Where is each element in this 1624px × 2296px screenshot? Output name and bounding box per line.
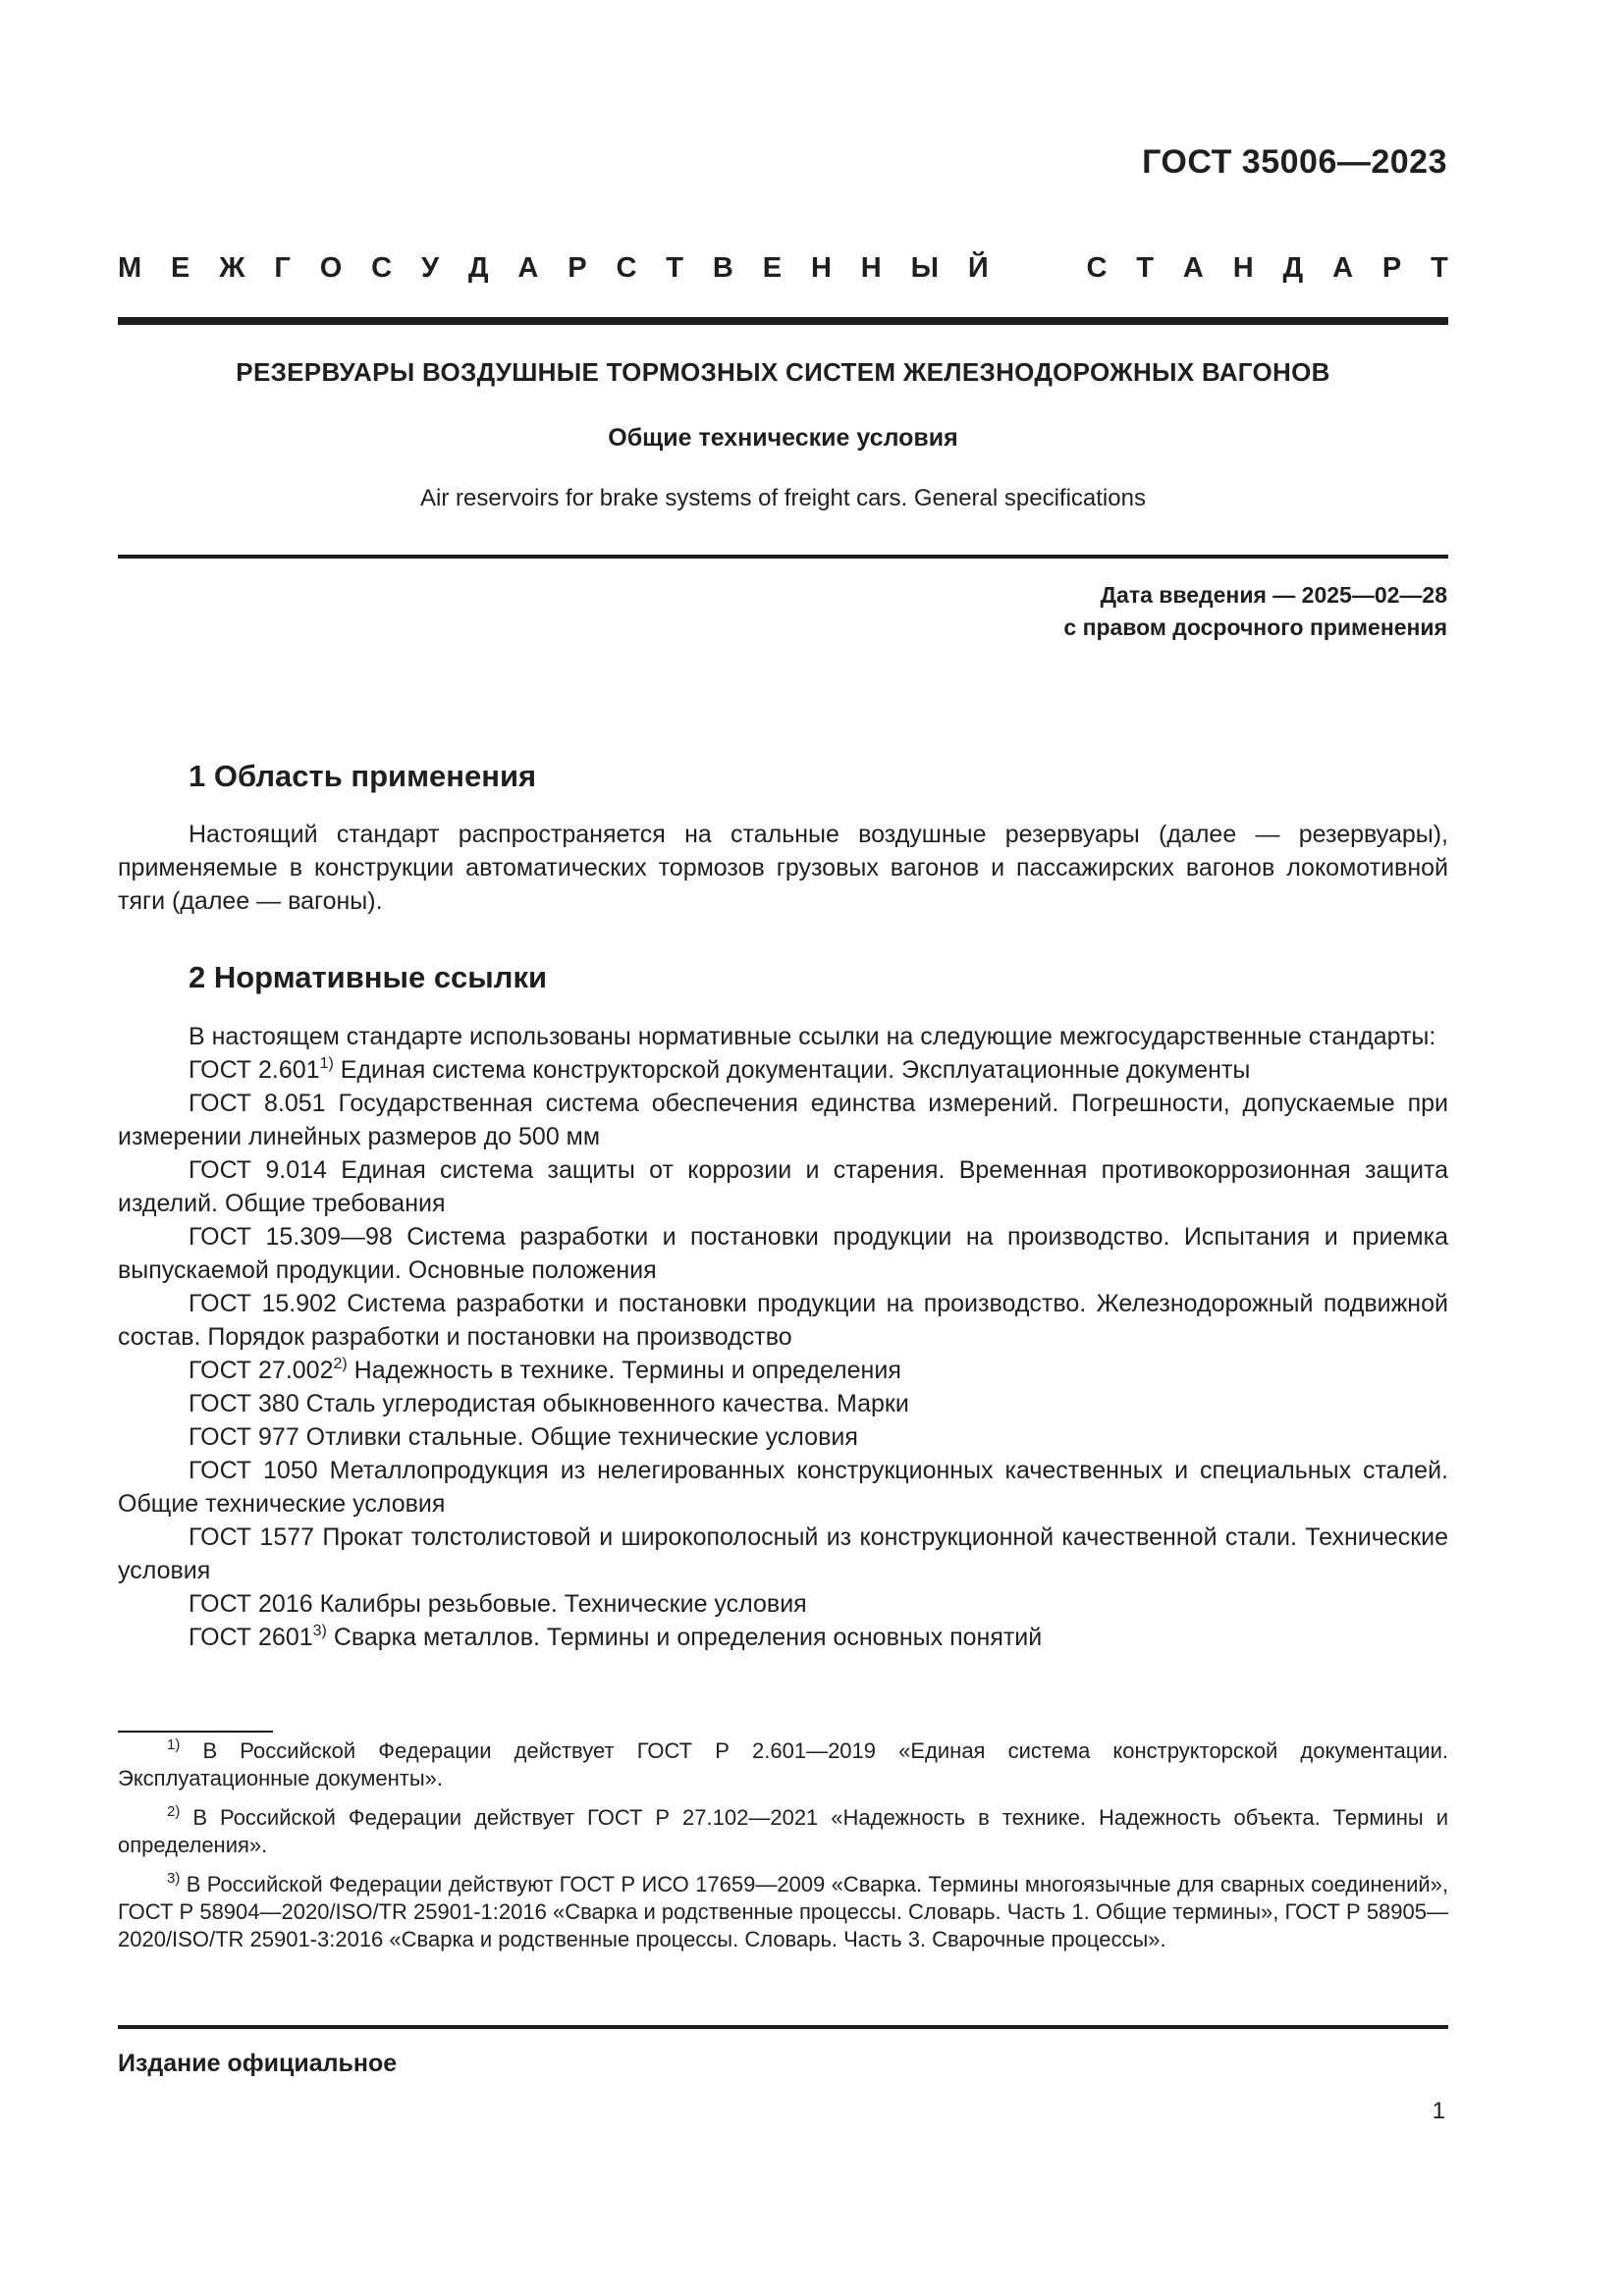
banner-letter: Т [1136,252,1155,284]
reference-item: ГОСТ 27.002$^{2)}$ Надежность в технике. Термины и определения [189,1356,901,1384]
reference-item: ГОСТ 977 Отливки стальные. Общие технические условия [189,1423,858,1451]
banner-letter: Ы [910,252,939,284]
banner-letter: Д [1282,252,1304,284]
footnote: $^{2)}$ В Российской Федерации действует ГОСТ Р 27.102—2021 «Надежность в технике. Надежность объекта. Термины и определения». [118,1803,1448,1857]
document-number: ГОСТ 35006—2023 [1142,143,1447,181]
document-title-english: Air reservoirs for brake systems of freight cars. General specifications [420,485,1146,511]
banner-letter: Г [274,252,291,284]
banner-word-gap [1018,252,1057,285]
banner-letter: О [319,252,343,284]
banner-letter: М [118,252,142,284]
reference-item: ГОСТ 9.014 Единая система защиты от коррозии и старения. Временная противокоррозионная защита изделий. Общие требования [118,1156,1448,1217]
banner-letter: Т [1431,252,1448,284]
banner-letter: А [517,252,539,284]
banner-letter: Р [568,252,587,284]
introduction-date: Дата введения — 2025—02—28 [1100,582,1447,608]
reference-item: ГОСТ 1577 Прокат толстолистовой и широкополосный из конструкционной качественной стали. Технические условия [118,1523,1449,1584]
document-title: РЕЗЕРВУАРЫ ВОЗДУШНЫЕ ТОРМОЗНЫХ СИСТЕМ ЖЕЛЕЗНОДОРОЖНЫХ ВАГОНОВ [236,357,1330,387]
section-heading-normative-references: 2 Нормативные ссылки [189,960,548,994]
banner-letter: Н [810,252,832,284]
official-edition-label: Издание официальное [118,2050,398,2077]
document-subtitle: Общие технические условия [608,424,958,452]
banner-letter: С [1086,252,1108,284]
banner-letter: Е [171,252,190,284]
reference-item: ГОСТ 2601$^{3)}$ Сварка металлов. Термины и определения основных понятий [189,1623,1043,1651]
reference-item: ГОСТ 15.309—98 Система разработки и постановки продукции на производство. Испытания и приемка выпускаемой продукции. Основные положения [118,1223,1448,1284]
banner-letter: Н [860,252,882,284]
reference-item: ГОСТ 8.051 Государственная система обеспечения единства измерений. Погрешности, допускаемые при измерении линейных размеров до 500 мм [118,1090,1448,1150]
banner-letter: Ж [219,252,245,284]
banner-letter: Р [1381,252,1402,284]
header-divider [118,317,1448,325]
title-divider [118,555,1448,559]
banner-letter: Т [666,252,684,284]
footnote: $^{1)}$ В Российской Федерации действует ГОСТ Р 2.601—2019 «Единая система конструкторской документации. Эксплуатационные документы». [118,1736,1448,1790]
early-application-note: с правом досрочного применения [1063,614,1447,640]
standard-type-banner [118,252,1448,285]
reference-item: ГОСТ 1050 Металлопродукция из нелегированных конструкционных качественных и специальных сталей. Общие технические условия [118,1457,1448,1518]
reference-item: ГОСТ 2016 Калибры резьбовые. Технические условия [189,1590,807,1618]
banner-letter: Й [967,252,989,284]
reference-item: ГОСТ 2.601$^{1)}$ Единая система конструкторской документации. Эксплуатационные документы [189,1055,1251,1084]
footnote-separator [118,1731,273,1733]
introduction-date-block [1063,579,1447,644]
banner-letter: С [371,252,393,284]
banner-letter: А [1182,252,1204,284]
references-intro: В настоящем стандарте использованы нормативные ссылки на следующие межгосударственные стандарты: [189,1023,1436,1050]
section-heading-scope: 1 Область применения [189,759,537,793]
scope-text: Настоящий стандарт распространяется на стальные воздушные резервуары (далее — резервуары), применяемые в конструкции автоматических тормозов грузовых вагонов и пассажирских вагонов локомотивной тяги (далее — вагоны). [118,821,1448,915]
banner-letter: В [712,252,733,284]
normative-references [118,1020,1448,1654]
banner-letter: Е [762,252,783,284]
footer-divider [118,2025,1448,2029]
banner-letter: А [1332,252,1354,284]
reference-item: ГОСТ 15.902 Система разработки и постановки продукции на производство. Железнодорожный подвижной состав. Порядок разработки и постановки на производство [118,1290,1448,1351]
banner-letter: С [616,252,637,284]
footnote: $^{3)}$ В Российской Федерации действуют ГОСТ Р ИСО 17659—2009 «Сварка. Термины многоязычные для сварных соединений», ГОСТ Р 58904—2020/ISO/TR 25901-1:2016 «Сварка и родственные процессы. Словарь. Часть 1. Общие термины», ГОСТ Р 58905—2020/ISO/TR 25901-3:2016 «Сварка и родственные процессы. Словарь. Часть 3. Сварочные процессы». [118,1870,1448,1951]
scope-paragraph [118,818,1448,918]
banner-letter: У [420,252,439,284]
page-number: 1 [1432,2098,1445,2124]
banner-letter: Д [467,252,489,284]
footnotes [118,1737,1448,1965]
reference-item: ГОСТ 380 Сталь углеродистая обыкновенного качества. Марки [189,1390,909,1417]
banner-letter: Н [1232,252,1254,284]
